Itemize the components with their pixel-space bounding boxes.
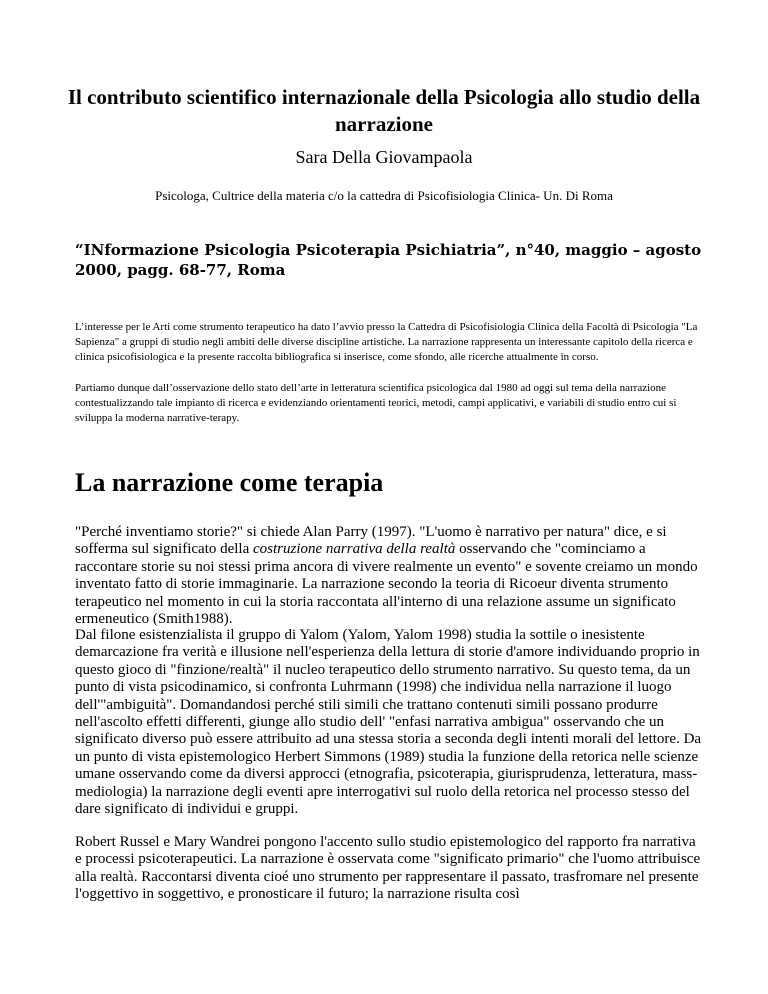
paragraph-text: "Perché inventiamo storie?" si chiede Alan Parry (1997). "L'uomo è narrativo per natura" dice, e si sofferma sul significato della [75,524,667,558]
author-affiliation: Psicologa, Cultrice della materia c/o la cattedra di Psicofisiologia Clinica- Un. Di Roma [155,188,613,203]
abstract-paragraph-1: L’interesse per le Arti come strumento terapeutico ha dato l’avvio presso la Cattedra di Psicofisiologia Clinica della Facoltà di Psicologia "La Sapienza" a gruppi di studio negli ambiti delle diverse discipline artistiche. La narrazione rappresenta un interessante capitolo della ricerca e clinica psicofisiologica e la presente raccolta bibliografica si inserisce, come sfondo, alle ricerche attualmente in corso. [75,321,698,363]
body-paragraph-3: Robert Russel e Mary Wandrei pongono l'accento sullo studio epistemologico del rapporto fra narrativa e processi psicoterapeutici. La narrazione è osservata come "significato primario" che l'uomo attribuisce alla realtà. Raccontarsi diventa cioé uno strumento per rappresentare il passato, trasfromare nel presente l'oggettivo in soggettivo, e pronosticare il futuro; la narrazione risulta così [75,834,701,903]
body-paragraph-2: Dal filone esistenzialista il gruppo di Yalom (Yalom, Yalom 1998) studia la sottile o inesistente demarcazione fra verità e illusione nell'esperienza della lettura di storie d'amore individuando proprio in questo gioco di "finzione/realtà" il nucleo terapeutico dello strumento narrativo. Su questo tema, da un punto di vista psicodinamico, si confronta Luhrmann (1998) che individua nella narrazione il luogo dell'"ambiguità". Domandandosi perché stili simili che trattano contenuti simili possano produrre nell'ascolto effetti differenti, giunge allo studio dell' "enfasi narrativa ambigua" osservando che un significato diverso può essere attribuito ad una stessa storia a seconda degli intenti morali del lettore. Da un punto di vista epistemologico Herbert Simmons (1989) studia la funzione della retorica nelle scienze umane osservando come da diversi approcci (etnografia, psicoterapia, giurisprudenza, letteratura, mass-mediologia) la narrazione degli eventi apre interrogativi sul ruolo della retorica nel processo stesso del dare significato di individui e gruppi. [75,627,702,818]
abstract-paragraph-2: Partiamo dunque dall’osservazione dello stato dell’arte in letteratura scientifica psicologica dal 1980 ad oggi sul tema della narrazione contestualizzando tale impianto di ricerca e evidenziando orientamenti teorici, metodi, campi applicativi, e variabili di studio entro cui si sviluppa la moderna narrative-terapy. [75,382,677,424]
body-paragraph-1 [75,524,705,628]
publication-source: “INformazione Psicologia Psicoterapia Psichiatria”, n°40, maggio – agosto 2000, pagg. 68-77, Roma [75,241,702,279]
emphasis-text: costruzione narrativa della realtà [253,541,456,558]
author-name: Sara Della Giovampaola [295,147,473,167]
paragraph-text: osservando che "cominciamo a raccontare storie su noi stessi prima ancora di vivere realmente un evento" e sovente creiamo un mondo inventato fatto di storie immaginarie. La narrazione secondo la teoria di Ricoeur diventa strumento terapeutico nel momento in cui la storia raccontata all'interno di una relazione assume un significato ermeneutico (Smith1988). [75,541,698,628]
section-heading: La narrazione come terapia [75,468,384,497]
paper-title: Il contributo scientifico internazionale della Psicologia allo studio della narrazione [67,85,701,136]
